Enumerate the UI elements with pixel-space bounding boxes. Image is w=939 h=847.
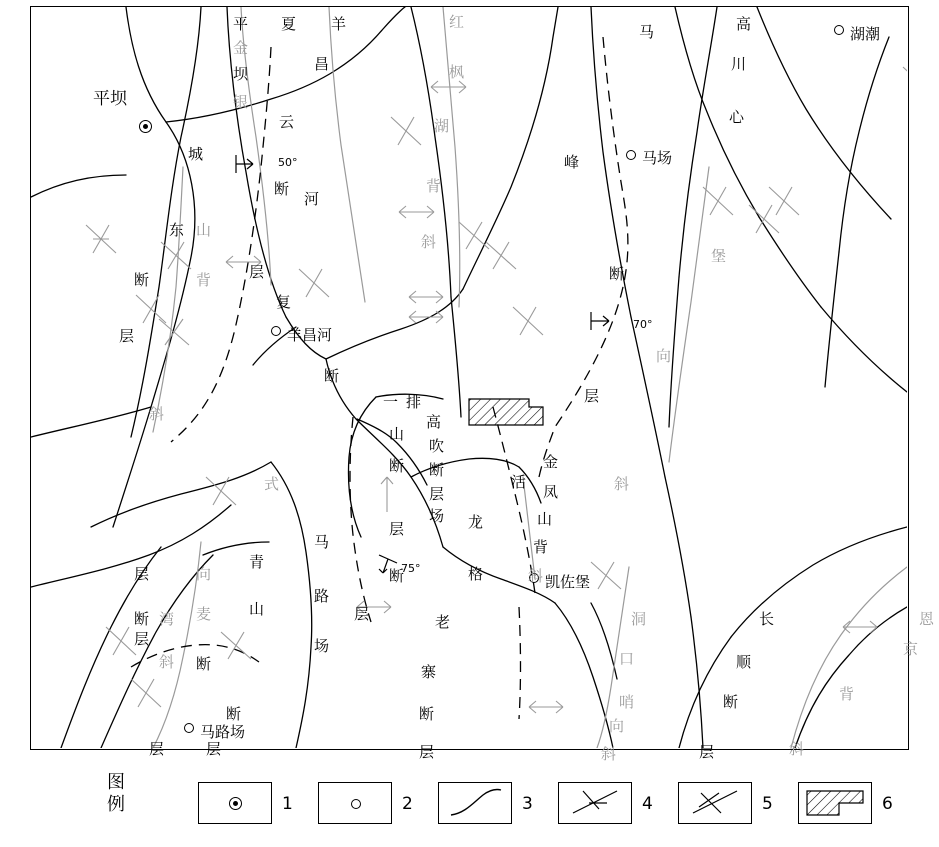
map-feature-label: 青 bbox=[249, 553, 265, 571]
map-feature-label: 心 bbox=[729, 108, 745, 126]
map-feature-label: 复 bbox=[276, 293, 292, 311]
map-feature-label: 金 bbox=[543, 453, 559, 471]
city-label-huchao: 湖潮 bbox=[850, 25, 881, 43]
legend-number-1: 1 bbox=[282, 794, 293, 814]
map-feature-label: 堡 bbox=[711, 247, 727, 265]
syncline-axis-icon bbox=[679, 783, 751, 823]
map-feature-label: 层 bbox=[389, 520, 405, 538]
map-feature-label: 吹 bbox=[429, 437, 445, 455]
map-feature-label: 金 bbox=[233, 39, 249, 57]
map-feature-label: 羊 bbox=[331, 15, 347, 33]
map-feature-label: 断 bbox=[389, 457, 405, 475]
legend bbox=[30, 768, 909, 838]
legend-symbol-box-6 bbox=[798, 782, 872, 824]
single-circle-icon bbox=[351, 799, 361, 809]
legend-number-4: 4 bbox=[642, 794, 653, 814]
map-feature-label: 川 bbox=[731, 55, 747, 73]
map-feature-label: 向 bbox=[609, 717, 625, 735]
map-feature-label: 断 bbox=[196, 655, 212, 673]
map-feature-label: 断 bbox=[134, 271, 150, 289]
map-feature-label: 层 bbox=[134, 565, 150, 583]
map-feature-label: 平 bbox=[233, 15, 249, 33]
map-feature-label: 路 bbox=[314, 587, 330, 605]
legend-title: 图例 bbox=[107, 772, 125, 815]
map-feature-label: 斜 bbox=[159, 653, 175, 671]
map-feature-label: 层 bbox=[419, 743, 435, 761]
single-circle-icon bbox=[626, 150, 636, 160]
map-feature-label: 口 bbox=[619, 650, 635, 668]
map-feature-label: 银 bbox=[233, 93, 249, 111]
map-feature-label: 山 bbox=[537, 510, 553, 528]
map-feature-label: 高 bbox=[426, 413, 442, 431]
map-feature-label: 马 bbox=[314, 533, 330, 551]
map-feature-label: 排 bbox=[406, 393, 422, 411]
map-feature-label: 斜 bbox=[421, 233, 437, 251]
map-feature-label: 麦 bbox=[196, 605, 212, 623]
map-feature-label: 山 bbox=[196, 221, 212, 239]
map-feature-label: 红 bbox=[449, 13, 465, 31]
map-feature-label: 老 bbox=[435, 613, 451, 631]
map-feature-label: 寨 bbox=[421, 663, 437, 681]
map-feature-label: 式 bbox=[264, 475, 280, 493]
solid-fault-lines bbox=[31, 7, 907, 748]
map-feature-label: 背 bbox=[196, 271, 212, 289]
map-feature-label: 湖 bbox=[434, 117, 450, 135]
map-feature-label: 洞 bbox=[631, 610, 647, 628]
map-feature-label: 断 bbox=[134, 610, 150, 628]
map-feature-label: 城 bbox=[188, 145, 204, 163]
dip-strike-symbols bbox=[236, 155, 609, 573]
map-feature-label: 层 bbox=[584, 387, 600, 405]
map-frame bbox=[30, 6, 935, 763]
dip-value-2: 70° bbox=[633, 318, 653, 331]
single-circle-icon bbox=[271, 326, 281, 336]
map-feature-label: 昌 bbox=[314, 55, 330, 73]
double-circle-icon bbox=[229, 797, 242, 810]
legend-number-3: 3 bbox=[522, 794, 533, 814]
curve-line-icon bbox=[439, 783, 511, 823]
city-label-yangchanghe: 羊昌河 bbox=[287, 326, 333, 344]
map-linework bbox=[31, 7, 907, 748]
map-feature-label: 峰 bbox=[564, 153, 580, 171]
hatched-area-on-map bbox=[469, 399, 543, 425]
map-feature-label: 层 bbox=[699, 743, 715, 761]
map-feature-label: 京 bbox=[903, 640, 919, 658]
city-label-kaizuobao: 凯佐堡 bbox=[545, 573, 591, 591]
map-feature-label: 山 bbox=[389, 425, 405, 443]
map-feature-label: 向 bbox=[196, 565, 212, 583]
map-feature-label: 层 bbox=[119, 327, 135, 345]
map-feature-label: 马 bbox=[639, 23, 655, 41]
map-feature-label: 顺 bbox=[736, 653, 752, 671]
map-feature-label: 长 bbox=[759, 610, 775, 628]
city-label-maluchang: 马路场 bbox=[200, 723, 246, 741]
map-feature-label: 断 bbox=[226, 705, 242, 723]
map-feature-label: 坝 bbox=[233, 65, 249, 83]
city-label-machang: 马场 bbox=[642, 149, 673, 167]
map-feature-label: 断 bbox=[429, 461, 445, 479]
anticline-axis-icon bbox=[559, 783, 631, 823]
map-feature-label: 恩 bbox=[919, 610, 935, 628]
map-feature-label: 格 bbox=[468, 565, 484, 583]
map-feature-label: 活 bbox=[511, 473, 527, 491]
map-feature-label: 向 bbox=[656, 347, 672, 365]
gray-axis-lines bbox=[153, 7, 907, 748]
double-circle-icon bbox=[139, 120, 152, 133]
single-circle-icon bbox=[184, 723, 194, 733]
legend-symbol-box-1 bbox=[198, 782, 272, 824]
map-feature-label: 断 bbox=[419, 705, 435, 723]
map-feature-label: 斜 bbox=[528, 567, 544, 585]
map-feature-label: 斜 bbox=[149, 405, 165, 423]
dip-value-3: 75° bbox=[401, 562, 421, 575]
legend-number-5: 5 bbox=[762, 794, 773, 814]
map-feature-label: 层 bbox=[354, 605, 370, 623]
map-feature-label: 湾 bbox=[159, 610, 175, 628]
map-feature-label: 断 bbox=[609, 265, 625, 283]
map-feature-label: 斜 bbox=[614, 475, 630, 493]
map-feature-label: 高 bbox=[736, 15, 752, 33]
legend-number-2: 2 bbox=[402, 794, 413, 814]
hatched-box-icon bbox=[799, 783, 871, 823]
map-feature-label: 一 bbox=[383, 393, 399, 411]
map-feature-label: 层 bbox=[149, 740, 165, 758]
map-feature-label: 层 bbox=[206, 740, 222, 758]
map-feature-label: 龙 bbox=[468, 513, 484, 531]
map-feature-label: 断 bbox=[389, 567, 405, 585]
map-feature-label: 场 bbox=[314, 637, 330, 655]
map-feature-label: 背 bbox=[533, 538, 549, 556]
legend-symbol-box-3 bbox=[438, 782, 512, 824]
map-feature-label: 夏 bbox=[281, 15, 297, 33]
legend-number-6: 6 bbox=[882, 794, 893, 814]
map-feature-label: 哨 bbox=[619, 693, 635, 711]
map-feature-label: 凤 bbox=[543, 483, 559, 501]
map-feature-label: 斜 bbox=[789, 740, 805, 758]
map-feature-label: 断 bbox=[274, 180, 290, 198]
single-circle-icon bbox=[834, 25, 844, 35]
map-feature-label: 斜 bbox=[601, 745, 617, 763]
map-feature-label: 断 bbox=[723, 693, 739, 711]
legend-symbol-box-4 bbox=[558, 782, 632, 824]
map-feature-label: 层 bbox=[429, 485, 445, 503]
map-feature-label: 层 bbox=[249, 263, 265, 281]
map-feature-label: 枫 bbox=[449, 63, 465, 81]
map-feature-label: 断 bbox=[324, 367, 340, 385]
city-label-pingba: 平坝 bbox=[93, 89, 127, 109]
map-feature-label: 层 bbox=[134, 630, 150, 648]
map-feature-label: 河 bbox=[304, 190, 320, 208]
map-feature-label: 场 bbox=[429, 507, 445, 525]
legend-symbol-box-5 bbox=[678, 782, 752, 824]
map-feature-label: 背 bbox=[839, 685, 855, 703]
dip-value-1: 50° bbox=[278, 156, 298, 169]
map-feature-label: 东 bbox=[169, 221, 185, 239]
map-feature-label: 背 bbox=[426, 177, 442, 195]
map-feature-label: 云 bbox=[279, 113, 295, 131]
map-feature-label: 山 bbox=[249, 600, 265, 618]
legend-symbol-box-2 bbox=[318, 782, 392, 824]
